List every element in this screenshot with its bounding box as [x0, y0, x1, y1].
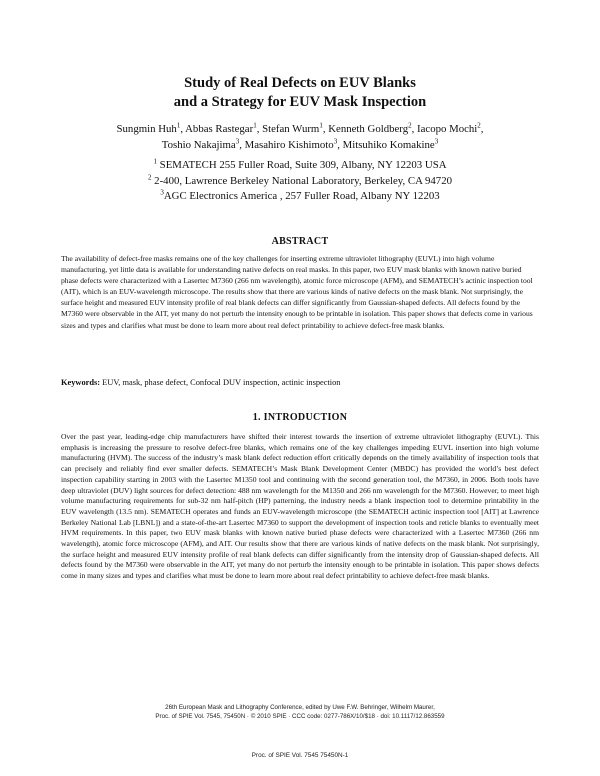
author-list	[0, 121, 600, 153]
author-affiliation-mark: 1	[319, 121, 323, 130]
title-line-2: and a Strategy for EUV Mask Inspection	[173, 94, 427, 110]
author: Iacopo Mochi	[417, 123, 478, 135]
author-line-2: Toshio Nakajima$^3$, Masahiro Kishimoto$^3$, Mitsuhiko Komakine$^3$	[161, 137, 439, 151]
affiliation	[0, 174, 600, 190]
affiliation	[0, 189, 600, 205]
affiliation	[0, 158, 600, 174]
author-affiliation-mark: 3	[235, 137, 240, 146]
author-affiliation-mark: 3	[333, 137, 338, 146]
abstract-heading: ABSTRACT	[271, 236, 329, 247]
section-heading-introduction: 1. INTRODUCTION	[252, 412, 348, 423]
author: Sungmin Huh	[116, 123, 177, 135]
author: Mitsuhiko Komakine	[342, 139, 435, 151]
conference-line: 26th European Mask and Lithography Conference, edited by Uwe F.W. Behringer, Wilhelm Maurer,	[165, 704, 435, 711]
page-number-footer: Proc. of SPIE Vol. 7545 75450N-1	[251, 752, 349, 759]
affiliation-text: 2-400, Lawrence Berkeley National Laboratory, Berkeley, CA 94720	[151, 174, 452, 187]
author: Stefan Wurm	[262, 123, 320, 135]
introduction-text: Over the past year, leading-edge chip manufacturers have shifted their interest towards the insertion of extreme ultraviolet lithography (EUVL). This emphasis is increasing the pressure to resolve defect-free blanks, which remains one of the key challenges impeding EUVL insertion into high volume manufacturing (HVM). The success of the industry’s mask blank defect reduction effort critically depends on the timely availability of inspection tools that can precisely and reliably find ever smaller defects. SEMATECH’s Mask Blank Development Center (MBDC) has provided the world’s best defect inspection capability starting in 2003 with the Lasertec M1350 tool and continuing with the second generation tool, the M7360, in 2006. Both tools have deep ultraviolet (DUV) light sources for defect detection: 488 nm wavelength for the M1350 and 266 nm wavelength for the M7360. However, to meet high volume manufacturing requirements for sub-32 nm half-pitch (HP) patterning, the industry needs a blank inspection tool to determine printability in the EUV wavelength (13.5 nm). SEMATECH operates and funds an EUV-wavelength microscope (the SEMATECH actinic inspection tool [AIT] at Lawrence Berkeley National Lab [LBNL]) and a state-of-the-art Lasertec M7360 to support the development of inspection tools and reticle blanks to eventually meet HVM requirements. In this paper, two EUV mask blanks with known native buried phase defects were characterized with a Lasertec M7360 (266 nm wavelength), atomic force microscope (AFM), and AIT. Our results show that there are various kinds of native defects on the mask blank. Not surprisingly, the surface height and measured EUV intensity profile of real blank defects can differ significantly from the intensity drop of Gaussian-shaped defects. All defects found by the M7360 were observable in the AIT, yet many do not perturb the intensity enough to be printable in isolation. This paper shows defects come in many sizes and types and clarifies what must be done to learn more about real defect printability to achieve defect-free mask blanks.	[61, 432, 539, 581]
affiliation-number: 1	[153, 157, 157, 166]
author: Toshio Nakajima	[161, 139, 236, 151]
author-affiliation-mark: 3	[434, 137, 439, 146]
author: Masahiro Kishimoto	[244, 139, 334, 151]
author-affiliation-mark: 1	[176, 121, 181, 130]
author: Kenneth Goldberg	[328, 123, 409, 135]
title-line-1: Study of Real Defects on EUV Blanks	[184, 75, 416, 91]
keywords	[61, 377, 539, 388]
affiliation-list	[0, 158, 600, 205]
affiliation-number: 2	[147, 172, 152, 181]
paper-title	[0, 74, 600, 112]
conference-footer	[0, 704, 600, 721]
affiliation-text: SEMATECH 255 Fuller Road, Suite 309, Albany, NY 12203 USA	[156, 159, 447, 171]
author-affiliation-mark: 1	[253, 121, 257, 130]
author-affiliation-mark: 2	[477, 121, 481, 130]
keywords-text: EUV, mask, phase defect, Confocal DUV inspection, actinic inspection	[100, 378, 341, 387]
author-line-1: Sungmin Huh$^1$, Abbas Rastegar$^1$, Stefan Wurm$^1$, Kenneth Goldberg$^2$, Iacopo Mochi$^2$,	[116, 121, 484, 135]
keywords-label: Keywords:	[61, 378, 101, 387]
abstract-text: The availability of defect-free masks remains one of the key challenges for inserting extreme ultraviolet lithography (EUVL) into high volume manufacturing, yet little data is available for understanding native defects on real masks. In this paper, two EUV mask blanks with known native buried phase defects were characterized with a Lasertec M7360 (266 nm wavelength), atomic force microscope (AFM), and SEMATECH’s actinic inspection tool (AIT), which is an EUV-wavelength microscope. The results show that there are various kinds of native defects on the mask blank. Not surprisingly, the surface height and measured EUV intensity profile of real blank defects can differ significantly from Gaussian-shaped defects. All defects found by the M7360 were observable in the AIT, yet many do not perturb the intensity enough to be printable in isolation. This paper shows that defects come in various sizes and types and clarifies what must be done to learn more about real defect printability to achieve defect-free mask blanks.	[61, 254, 533, 330]
author: Abbas Rastegar	[185, 123, 254, 135]
affiliation-text: AGC Electronics America , 257 Fuller Road, Albany NY 12203	[163, 190, 440, 202]
author-affiliation-mark: 2	[408, 121, 412, 130]
proceedings-line: Proc. of SPIE Vol. 7545, 75450N · © 2010 SPIE · CCC code: 0277-786X/10/$18 · doi: 10.1117/12.863559	[155, 712, 445, 720]
affiliation-number: 3	[160, 188, 164, 197]
